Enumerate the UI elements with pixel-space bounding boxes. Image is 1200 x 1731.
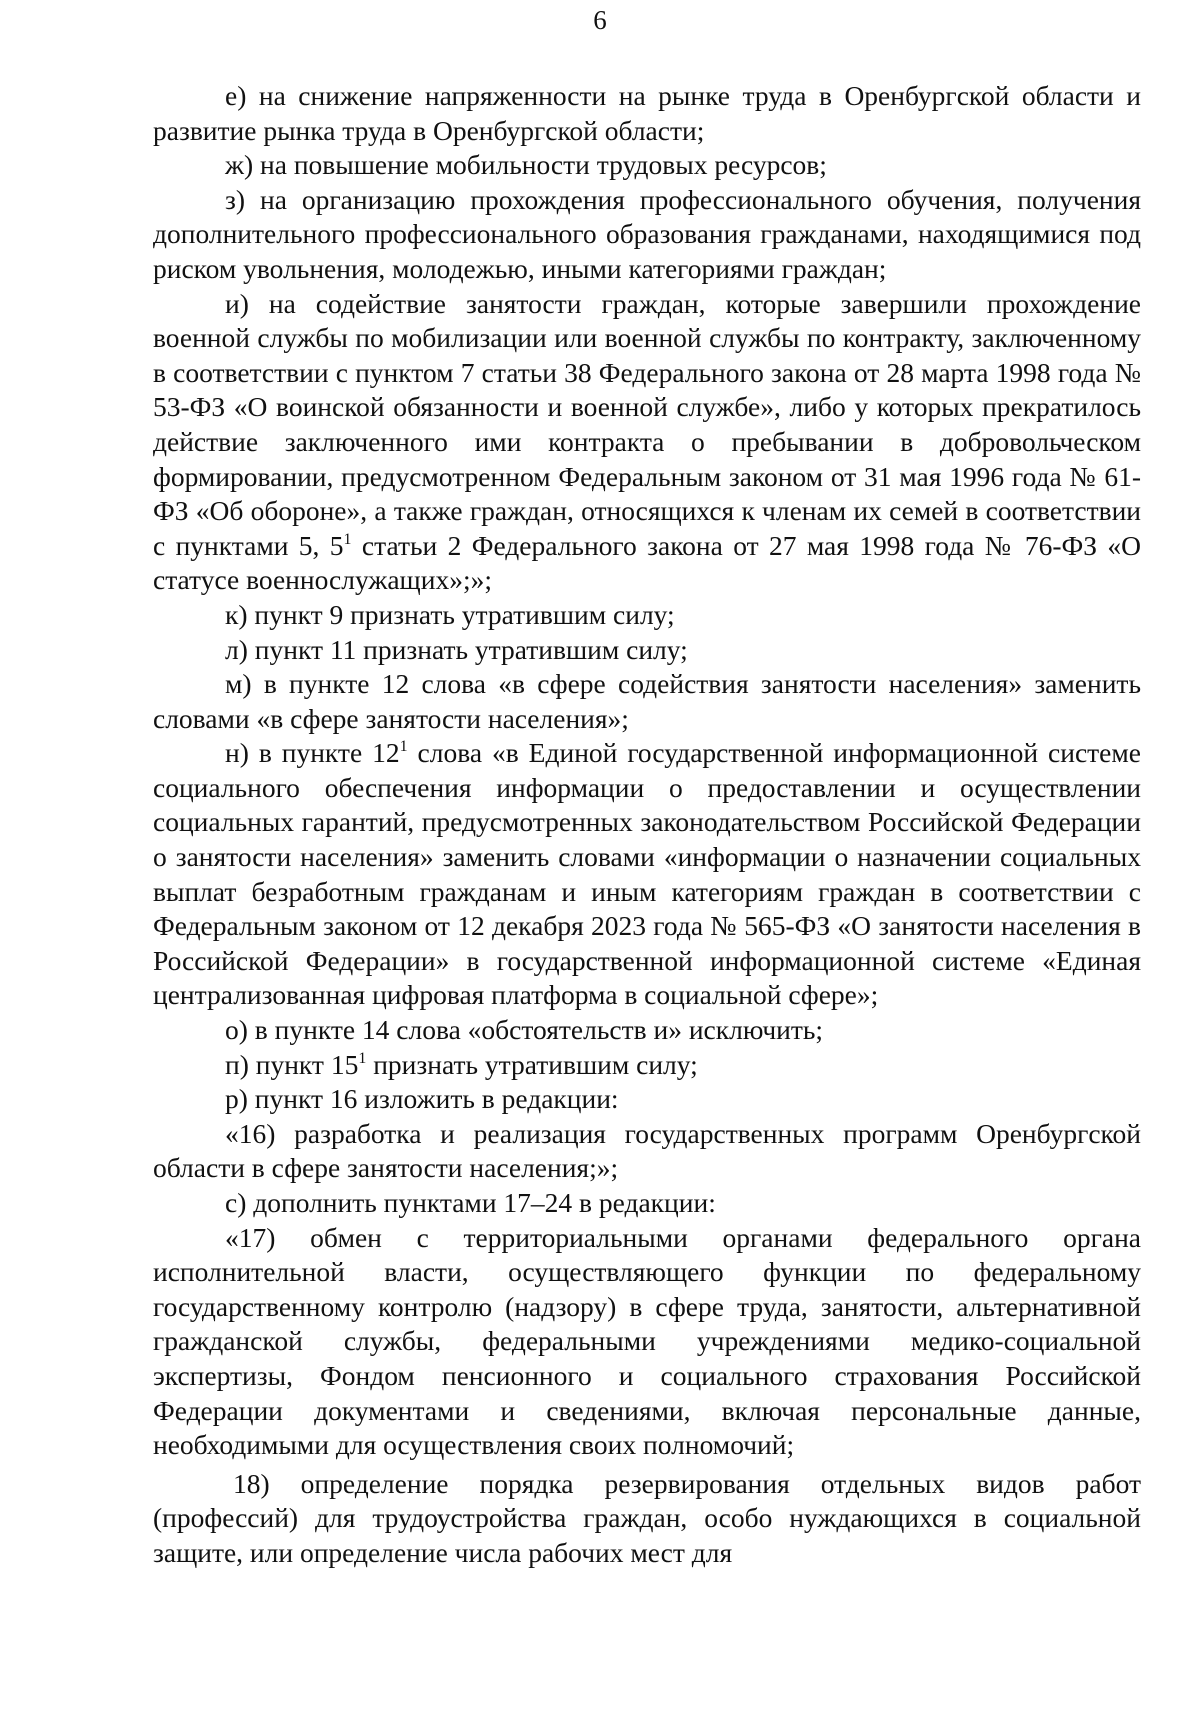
paragraph-zh: ж) на повышение мобильности трудовых ресурсов; [225,149,827,181]
paragraph-n: н) в пункте $12^1$ слова «в Единой государственной информационной системе социального обеспечения информации о предоставлении и осуществлении социальных гарантий, предусмотренных законодательством Российской Федерации о занятости населения» заменить словами «информации о назначении социальных выплат безработным гражданам и иным категориям граждан в соответствии с Федеральным законом от 12 декабря 2023 года № 565-ФЗ «О занятости населения в Российской Федерации» в государственной информационной системе «Единая централизованная цифровая платформа в социальной сфере»; [153,737,1141,1011]
paragraph-item-17: «17) обмен с территориальными органами федерального органа исполнительной власти, осуществляющего функции по федеральному государственному контролю (надзору) в сфере труда, занятости, альтернативной гражданской службы, федеральными учреждениями медико-социальной экспертизы, Фондом пенсионного и социального страхования Российской Федерации документами и сведениями, включая персональные данные, необходимыми для осуществления своих полномочий; [153,1221,1141,1461]
paragraph-k: к) пункт 9 признать утратившим силу; [225,598,675,630]
paragraph-i: и) на содействие занятости граждан, которые завершили прохождение военной службы по мобилизации или военной службы по контракту, заключенному в соответствии с пунктом 7 статьи 38 Федерального закона от 28 марта 1998 года № 53-ФЗ «О воинской обязанности и военной службе», либо у которых прекратилось действие заключенного ими контракта о пребывании в добровольческом формировании, предусмотренном Федеральным законом от 31 мая 1996 года № 61-ФЗ «Об обороне», а также граждан, относящихся к членам их семей в соответствии с пунктами 5, $5^1$ статьи 2 Федерального закона от 27 мая 1998 года № 76-ФЗ «О статусе военнослужащих»;»; [153,287,1141,596]
page-number: 6 [593,5,607,35]
paragraph-s: с) дополнить пунктами 17–24 в редакции: [225,1187,716,1218]
paragraph-item-16: «16) разработка и реализация государственных программ Оренбургской области в сфере занятости населения;»; [153,1117,1141,1184]
paragraph-l: л) пункт 11 признать утратившим силу; [225,633,688,665]
paragraph-item-18: 18) определение порядка резервирования отдельных видов работ (профессий) для трудоустройства граждан, особо нуждающихся в социальной защите, или определение числа рабочих мест для [153,1467,1141,1568]
paragraph-z: з) на организацию прохождения профессионального обучения, получения дополнительного профессионального образования гражданами, находящимися под риском увольнения, молодежью, иными категориями граждан; [153,183,1141,284]
paragraph-o: о) в пункте 14 слова «обстоятельств и» исключить; [225,1014,824,1046]
paragraph-p: п) пункт $15^1$ признать утратившим силу; [225,1048,698,1080]
paragraph-m: м) в пункте 12 слова «в сфере содействия занятости населения» заменить словами «в сфере занятости населения»; [153,668,1141,734]
paragraph-r: р) пункт 16 изложить в редакции: [225,1083,619,1115]
paragraph-e: е) на снижение напряженности на рынке труда в Оренбургской области и развитие рынка труда в Оренбургской области; [153,80,1141,146]
document-body [153,79,1141,1571]
